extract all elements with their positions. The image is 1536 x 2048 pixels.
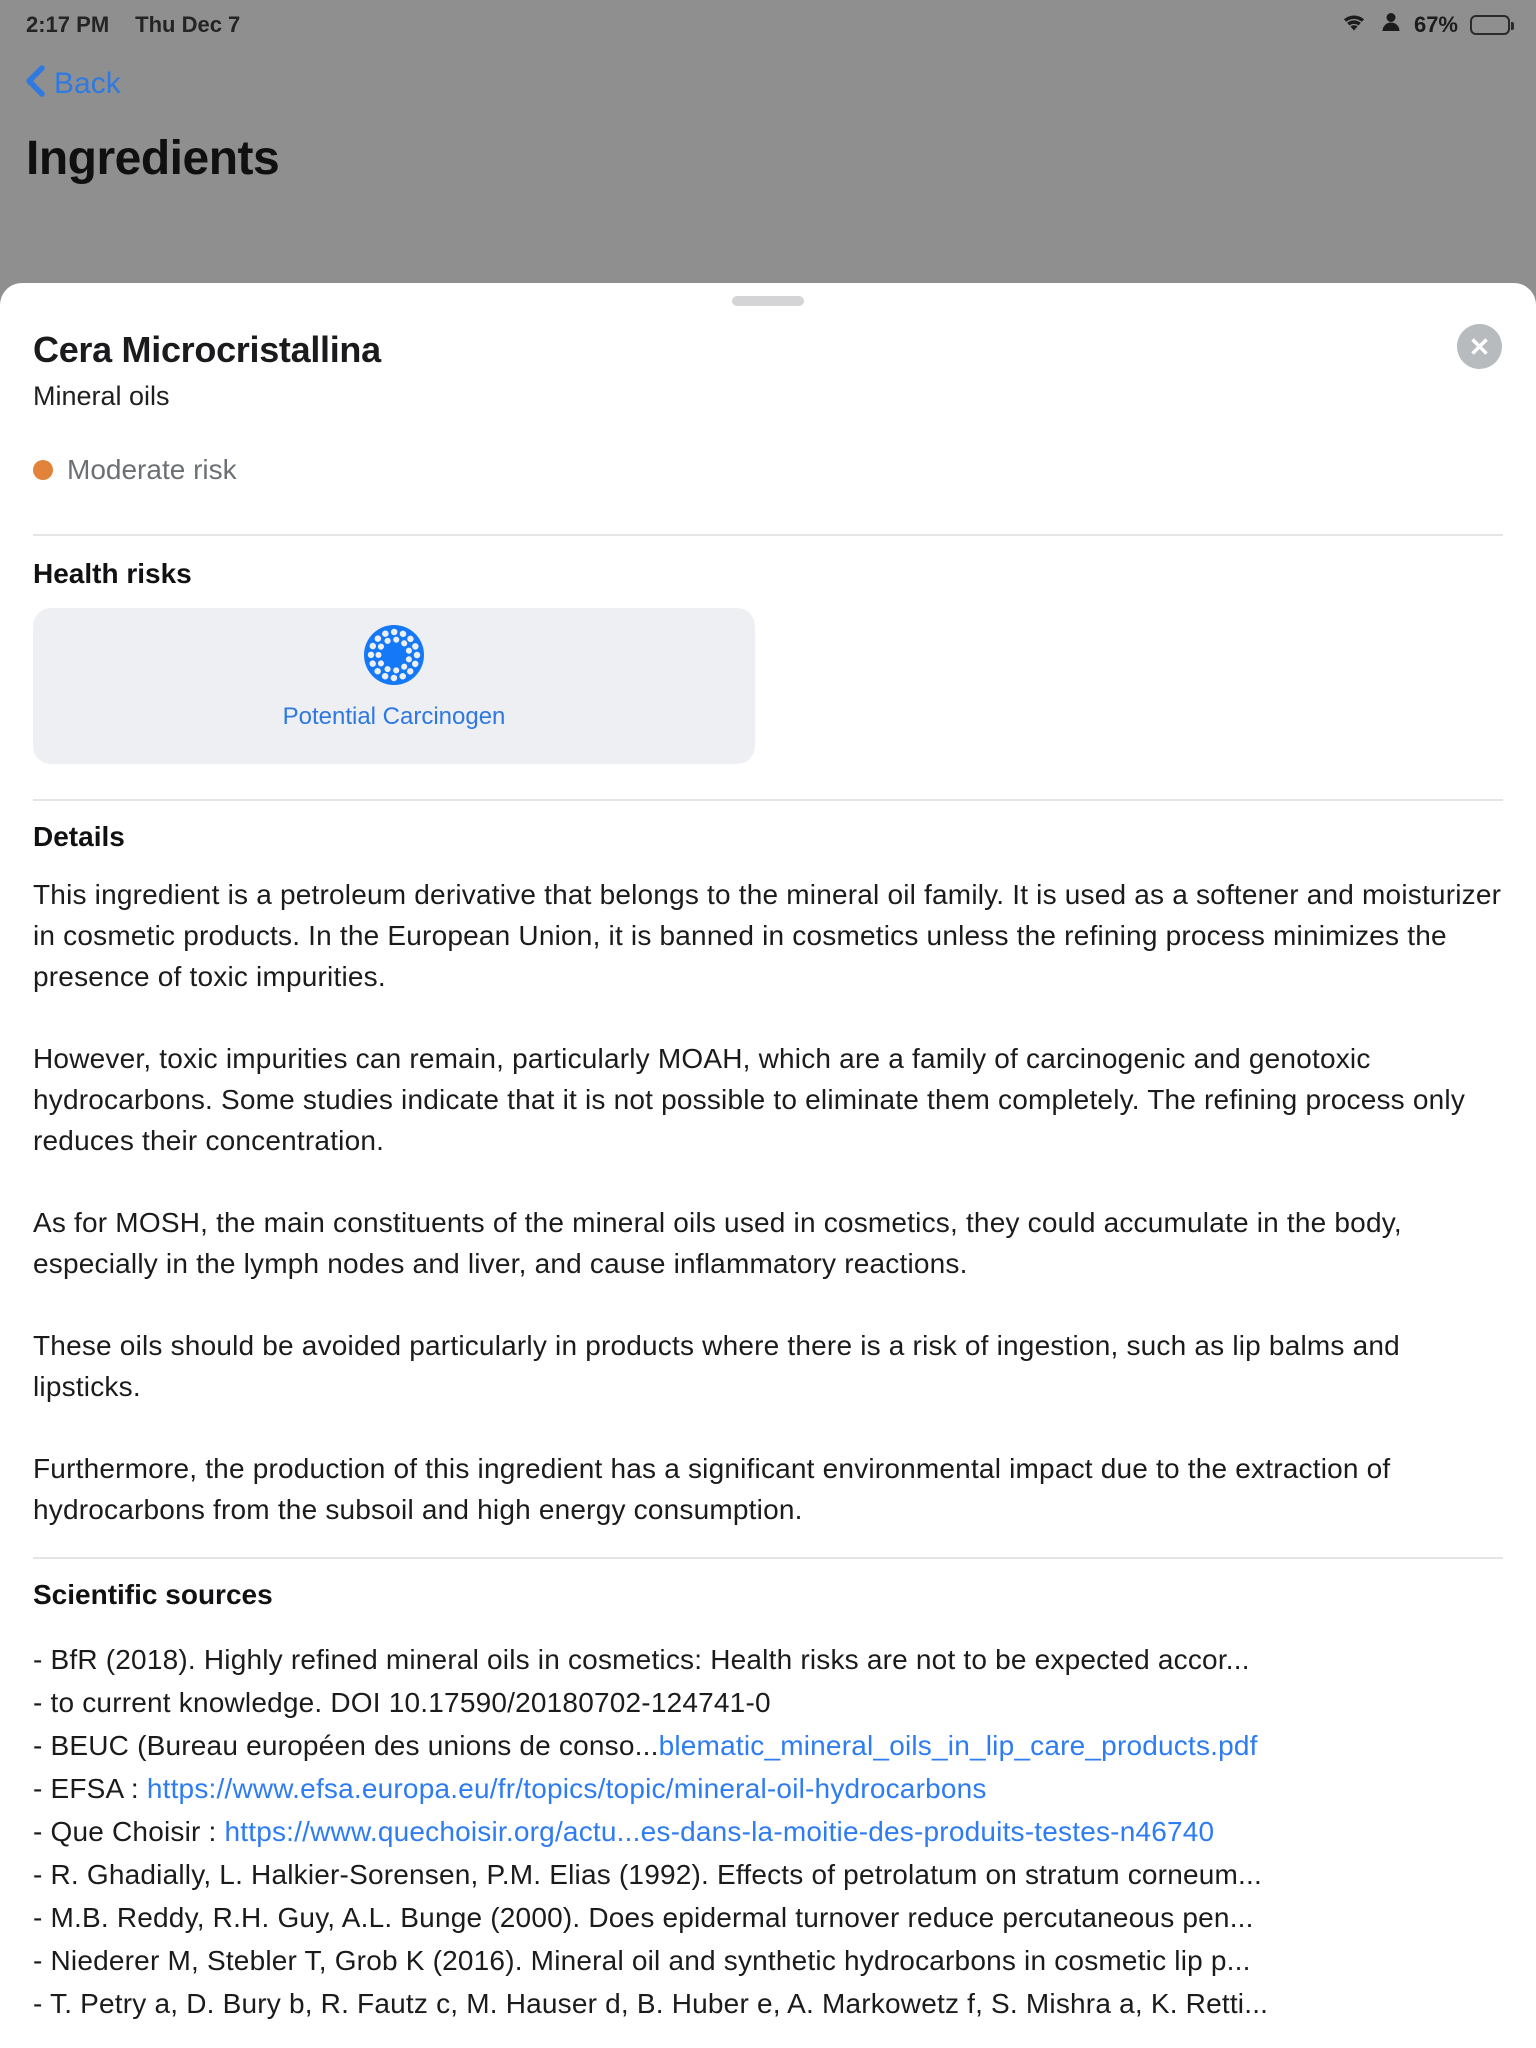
source-item: - M.B. Reddy, R.H. Guy, A.L. Bunge (2000). Does epidermal turnover reduce percutaneous pen...	[33, 1902, 1254, 1933]
source-link[interactable]: https://www.quechoisir.org/actu...es-dans-la-moitie-des-produits-testes-n46740	[224, 1816, 1215, 1847]
details-paragraph: Furthermore, the production of this ingredient has a significant environmental impact due to the extraction of hydrocarbons from the subsoil and high energy consumption.	[33, 1453, 1391, 1525]
status-date: Thu Dec 7	[135, 12, 241, 37]
battery-icon	[1470, 15, 1510, 35]
details-paragraph: This ingredient is a petroleum derivative that belongs to the mineral oil family. It is used as a softener and moisturizer in cosmetic products. In the European Union, it is banned in cosmetics unless the refining process minimizes the presence of toxic impurities.	[33, 879, 1502, 992]
source-item: - T. Petry a, D. Bury b, R. Fautz c, M. Hauser d, B. Huber e, A. Markowetz f, S. Mishra a, K. Retti...	[33, 1988, 1269, 2019]
risk-level-row	[33, 454, 1503, 486]
source-item: - BfR (2018). Highly refined mineral oils in cosmetics: Health risks are not to be expected accor...	[33, 1644, 1250, 1675]
risk-level-label: Moderate risk	[67, 454, 237, 485]
divider	[33, 799, 1503, 801]
health-risk-card[interactable]	[33, 608, 755, 764]
source-item: - to current knowledge. DOI 10.17590/20180702-124741-0	[33, 1687, 771, 1718]
battery-percent: 67%	[1413, 12, 1458, 37]
back-button[interactable]	[24, 64, 121, 103]
source-item: - EFSA : https://www.efsa.europa.eu/fr/topics/topic/mineral-oil-hydrocarbons	[33, 1773, 987, 1804]
status-bar	[0, 0, 1536, 42]
ingredient-detail-sheet	[0, 283, 1536, 2048]
source-item: - R. Ghadially, L. Halkier-Sorensen, P.M. Elias (1992). Effects of petrolatum on stratum corneum...	[33, 1859, 1262, 1890]
source-link[interactable]: https://www.efsa.europa.eu/fr/topics/topic/mineral-oil-hydrocarbons	[146, 1773, 987, 1804]
details-paragraph: However, toxic impurities can remain, particularly MOAH, which are a family of carcinogenic and genotoxic hydrocarbons. Some studies indicate that it is not possible to eliminate them completely. The refining process only reduces their concentration.	[33, 1043, 1466, 1156]
scientific-sources-heading: Scientific sources	[33, 1579, 273, 1610]
details-body	[33, 874, 1503, 1530]
person-icon	[1380, 11, 1402, 39]
source-item: - BEUC (Bureau européen des unions de conso...blematic_mineral_oils_in_lip_care_products.pdf	[33, 1730, 1258, 1761]
details-paragraph: These oils should be avoided particularly in products where there is a risk of ingestion, such as lip balms and lipsticks.	[33, 1330, 1400, 1402]
dimmed-background-page	[0, 0, 1536, 320]
wifi-icon	[1340, 11, 1368, 39]
source-item: - Que Choisir : https://www.quechoisir.org/actu...es-dans-la-moitie-des-produits-testes-n46740	[33, 1816, 1215, 1847]
health-risks-heading: Health risks	[33, 558, 192, 589]
divider	[33, 1557, 1503, 1559]
status-time: 2:17 PM	[26, 12, 110, 37]
back-label: Back	[54, 66, 121, 100]
divider	[33, 534, 1503, 536]
sheet-drag-handle[interactable]	[732, 296, 804, 306]
ingredient-name: Cera Microcristallina	[33, 329, 381, 370]
ingredient-family: Mineral oils	[33, 381, 170, 411]
page-title: Ingredients	[26, 132, 280, 185]
close-icon: ✕	[1468, 331, 1491, 362]
close-button[interactable]	[1457, 324, 1502, 369]
risk-level-dot	[33, 460, 53, 480]
health-risk-label: Potential Carcinogen	[282, 703, 506, 730]
chevron-left-icon	[24, 64, 46, 103]
details-heading: Details	[33, 821, 125, 852]
scientific-sources-list	[33, 1638, 1503, 2025]
details-paragraph: As for MOSH, the main constituents of the mineral oils used in cosmetics, they could accumulate in the body, especially in the lymph nodes and liver, and cause inflammatory reactions.	[33, 1207, 1402, 1279]
carcinogen-cell-icon	[362, 623, 426, 687]
source-link[interactable]: blematic_mineral_oils_in_lip_care_products.pdf	[658, 1730, 1258, 1761]
source-item: - Niederer M, Stebler T, Grob K (2016). Mineral oil and synthetic hydrocarbons in cosmetic lip p...	[33, 1945, 1251, 1976]
